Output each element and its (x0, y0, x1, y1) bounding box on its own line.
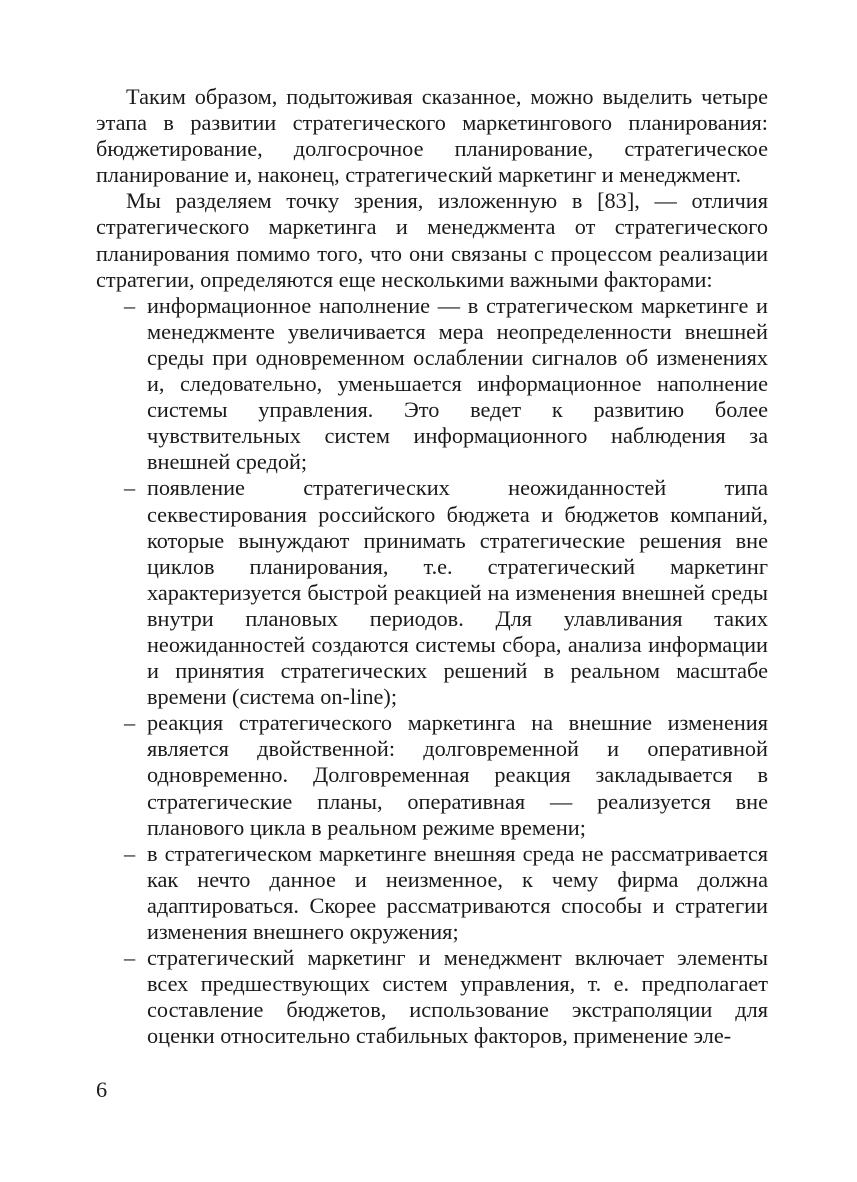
list-item-text: реакция стратегического маркетинга на внешние изменения является двойственной: долговременной и оперативной одновременно. Долговременная реакция закладывается в стратегические планы, оперативная — реализуется вне планового цикла в реальном режиме времени; (147, 710, 768, 840)
bullet-dash: – (124, 840, 136, 866)
factors-list (96, 293, 768, 1050)
paragraph-summary: Таким образом, подытоживая сказанное, можно выделить четыре этапа в развитии стратегического маркетингового планирования: бюджетирование, долгосрочное планирование, стратегическое планирование и, наконец, стратегический маркетинг и менеджмент. (96, 84, 768, 188)
bullet-dash: – (124, 475, 136, 501)
list-item (96, 841, 768, 945)
list-item (96, 710, 768, 840)
list-item-text: в стратегическом маркетинге внешняя среда не рассматривается как нечто данное и неизменное, к чему фирма должна адаптироваться. Скорее рассматриваются способы и стратегии изменения внешнего окружения; (147, 840, 768, 944)
bullet-dash: – (124, 292, 136, 318)
page-number: 6 (96, 1077, 108, 1102)
list-item (96, 293, 768, 476)
page-body (96, 84, 768, 1049)
list-item-text: появление стратегических неожиданностей типа секвестирования российского бюджета и бюджетов компаний, которые вынуждают принимать стратегические решения вне циклов планирования, т.е. стратегический маркетинг характеризуется быстрой реакцией на изменения внешней среды внутри плановых периодов. Для улавливания таких неожиданностей создаются системы сбора, анализа информации и принятия стратегических решений в реальном масштабе времени (система on-line); (147, 475, 768, 710)
paragraph-viewpoint: Мы разделяем точку зрения, изложенную в [83], — отличия стратегического маркетинга и менеджмента от стратегического планирования помимо того, что они связаны с процессом реализации стратегии, определяются еще несколькими важными факторами: (96, 188, 768, 292)
bullet-dash: – (124, 945, 136, 971)
bullet-dash: – (124, 710, 136, 736)
list-item-text: стратегический маркетинг и менеджмент включает элементы всех предшествующих систем управления, т. е. предполагает составление бюджетов, использование экстраполяции для оценки относительно стабильных факторов, применение эле- (147, 945, 768, 1049)
list-item (96, 945, 768, 1049)
list-item (96, 475, 768, 710)
list-item-text: информационное наполнение — в стратегическом маркетинге и менеджменте увеличивается мера неопределенности внешней среды при одновременном ослаблении сигналов об изменениях и, следовательно, уменьшается информационное наполнение системы управления. Это ведет к развитию более чувствительных систем информационного наблюдения за внешней средой; (147, 292, 768, 475)
